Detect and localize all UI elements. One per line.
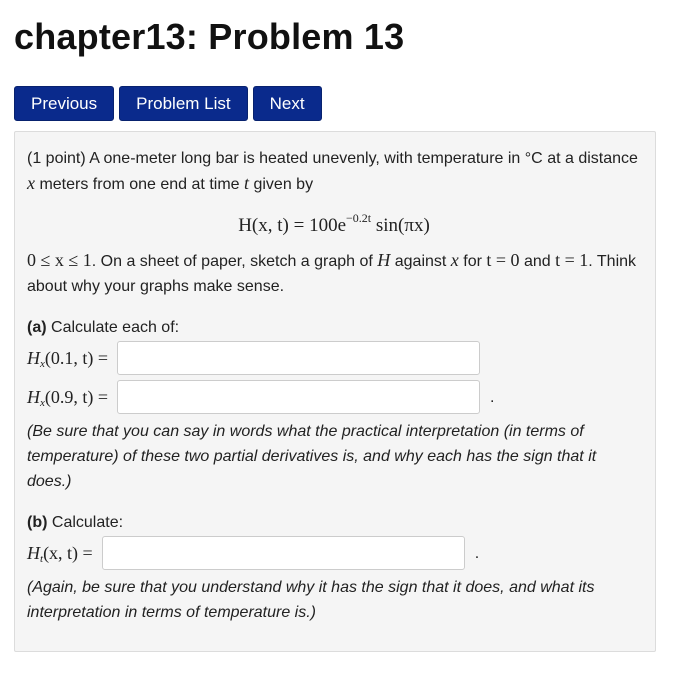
previous-button[interactable]: Previous <box>14 86 114 121</box>
math-args: (x, t) = <box>43 542 93 563</box>
part-b-heading <box>27 510 641 535</box>
part-prompt: Calculate each of: <box>51 319 180 336</box>
part-a-heading <box>27 315 641 340</box>
formula-rhs: sin(πx) <box>371 215 430 236</box>
intro-text: meters from one end at time <box>39 176 240 193</box>
part-prompt: Calculate: <box>51 514 124 531</box>
problem-intro <box>27 146 641 197</box>
math-subscript: t <box>40 552 44 565</box>
ht-answer-input[interactable] <box>102 536 465 570</box>
sketch-text: . Think about why your graphs make sense. <box>27 253 637 295</box>
math-var: x <box>450 250 459 270</box>
period: . <box>474 544 480 562</box>
answer-row-hx-01 <box>27 340 641 376</box>
problem-nav <box>14 86 322 121</box>
math-args: (0.1, t) = <box>44 347 109 368</box>
part-b-note: (Again, be sure that you understand why it has the sign that it does, and what its interpretation in terms of temperature is.) <box>27 579 595 621</box>
problem-list-button[interactable]: Problem List <box>119 86 247 121</box>
part-tag: (b) <box>27 514 48 531</box>
math-subscript: x <box>40 357 45 370</box>
sketch-instructions <box>27 248 641 299</box>
next-button[interactable]: Next <box>253 86 322 121</box>
answer-label <box>27 385 108 410</box>
math-expression: t = 0 <box>486 250 520 270</box>
formula-lhs: H(x, t) = 100e <box>238 215 347 236</box>
temperature-formula <box>27 213 641 238</box>
sketch-text: for <box>463 253 482 270</box>
answer-row-hx-09 <box>27 379 641 415</box>
answer-label <box>27 541 93 566</box>
hx-0.1-answer-input[interactable] <box>117 341 480 375</box>
sketch-text: against <box>394 253 447 270</box>
problem-content <box>27 146 641 625</box>
math-var: H <box>27 542 40 563</box>
page-title: chapter13: Problem 13 <box>14 16 405 57</box>
math-var: H <box>377 250 391 270</box>
math-var: H <box>27 347 40 368</box>
intro-text: given by <box>253 176 314 193</box>
points-label: (1 point) <box>27 150 86 167</box>
math-var: x <box>27 173 35 193</box>
intro-text: at a distance <box>547 150 638 167</box>
math-subscript: x <box>40 396 45 409</box>
intro-text: A one-meter long bar is heated unevenly, with temperature in <box>89 150 521 167</box>
answer-row-ht <box>27 535 641 571</box>
sketch-text: and <box>523 253 551 270</box>
math-args: (0.9, t) = <box>44 386 109 407</box>
sketch-text: . On a sheet of paper, sketch a graph of <box>91 253 373 270</box>
answer-label <box>27 346 108 371</box>
domain-expression: 0 ≤ x ≤ 1 <box>27 250 92 270</box>
part-a-note: (Be sure that you can say in words what the practical interpretation (in terms of temperature) of these two partial derivatives is, and why each has the sign that it does.) <box>27 423 597 490</box>
part-tag: (a) <box>27 319 47 336</box>
problem-panel <box>14 131 656 652</box>
hx-0.9-answer-input[interactable] <box>117 380 480 414</box>
degree-unit: °C <box>524 150 543 167</box>
period: . <box>490 388 495 406</box>
math-var: H <box>27 386 40 407</box>
math-expression: t = 1 <box>555 250 589 270</box>
math-var: t <box>244 173 250 193</box>
formula-exponent: −0.2t <box>346 211 372 225</box>
